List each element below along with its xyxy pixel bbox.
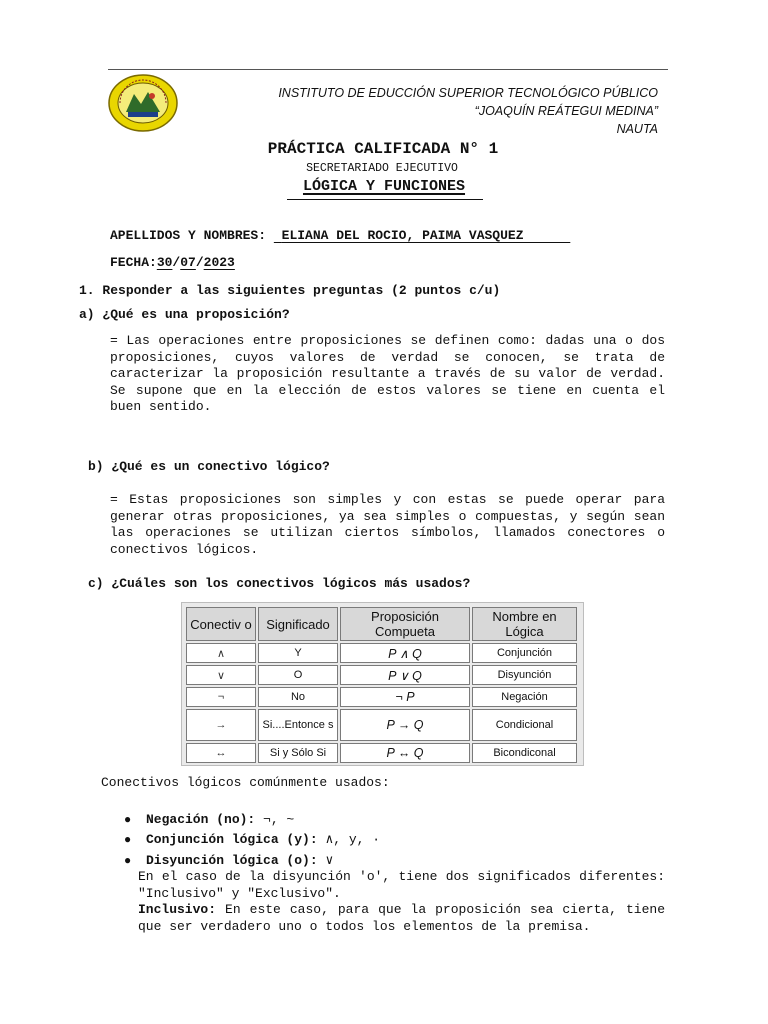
cell-symbol: ↔ — [186, 743, 256, 763]
negation-label: Negación (no): — [146, 812, 256, 827]
header-meaning: Significado — [258, 607, 338, 641]
disjunction-explanation: En el caso de la disyunción 'o', tiene dos significados diferentes: "Inclusivo" y "Exclusivo". — [138, 869, 665, 901]
date-month: 07 — [180, 255, 196, 270]
cell-proposition: P ↔ Q — [340, 743, 470, 763]
cell-symbol: ∧ — [186, 643, 256, 663]
student-name-line — [110, 228, 570, 243]
table-row — [186, 743, 577, 763]
conjunction-label: Conjunción lógica (y): — [146, 832, 318, 847]
question-text: Responder a las siguientes preguntas (2 puntos c/u) — [102, 283, 501, 298]
cell-symbol: → — [186, 709, 256, 741]
bullet-icon: ● — [124, 813, 132, 827]
inclusive-text: En este caso, para que la proposición sea cierta, tiene que ser verdadero uno o todos los elementos de la premisa. — [138, 902, 665, 934]
header-connective: Conectiv o — [186, 607, 256, 641]
cell-meaning: O — [258, 665, 338, 685]
date-day: 30 — [156, 255, 173, 270]
page-subtitle: SECRETARIADO EJECUTIVO — [306, 162, 458, 175]
inclusive-label: Inclusivo: — [138, 902, 217, 917]
header-proposition: Proposición Compueta — [340, 607, 470, 641]
cell-name: Conjunción — [472, 643, 577, 663]
answer-b: = Estas proposiciones son simples y con estas se puede operar para generar otras proposiciones, ya sea simples o compuestas, y según sean las operaciones se utilizan ciertos símbolos, llamados conectores o conectivos lógicos. — [110, 492, 665, 557]
table-row — [186, 709, 577, 741]
course-title — [0, 178, 768, 195]
cell-symbol: ∨ — [186, 665, 256, 685]
institute-city: NAUTA — [616, 122, 658, 136]
cell-meaning: Si....Entonce s — [258, 709, 338, 741]
cell-name: Bicondiconal — [472, 743, 577, 763]
cell-proposition: P ∧ Q — [340, 643, 470, 663]
institute-header — [278, 84, 658, 138]
connectives-table — [184, 605, 579, 765]
table-row — [186, 665, 577, 685]
disjunction-value: ∨ — [317, 853, 334, 868]
cell-proposition: P → Q — [340, 709, 470, 741]
student-name-value: ELIANA DEL ROCIO, PAIMA VASQUEZ — [281, 228, 524, 243]
top-rule — [108, 69, 668, 70]
institute-name: INSTITUTO DE EDUCCIÓN SUPERIOR TECNOLÓGICO PÚBLICO — [278, 86, 658, 100]
bullet-icon: ● — [124, 833, 132, 847]
institute-seal-logo — [108, 74, 178, 132]
conjunction-value: ∧, y, · — [317, 832, 381, 847]
cell-name: Negación — [472, 687, 577, 707]
cell-name: Condicional — [472, 709, 577, 741]
course-title-double-underline — [287, 199, 483, 200]
institute-honoree: “JOAQUÍN REÁTEGUI MEDINA” — [474, 104, 658, 118]
question-b: b) ¿Qué es un conectivo lógico? — [88, 459, 330, 474]
table-header-row — [186, 607, 577, 641]
cell-meaning: Y — [258, 643, 338, 663]
cell-name: Disyunción — [472, 665, 577, 685]
question-1-heading — [79, 283, 500, 298]
date-year: 2023 — [203, 255, 235, 270]
cell-meaning: Si y Sólo Si — [258, 743, 338, 763]
cell-proposition: P ∨ Q — [340, 665, 470, 685]
student-name-label: APELLIDOS Y NOMBRES: — [110, 228, 267, 243]
cell-symbol: ¬ — [186, 687, 256, 707]
header-name: Nombre en Lógica — [472, 607, 577, 641]
question-number: 1. — [79, 283, 95, 298]
question-c: c) ¿Cuáles son los conectivos lógicos más usados? — [88, 576, 471, 591]
connectives-table-image — [181, 602, 584, 766]
bullet-icon: ● — [124, 854, 132, 868]
course-title-text: LÓGICA Y FUNCIONES — [302, 178, 466, 195]
table-row — [186, 687, 577, 707]
negation-value: ¬, ~ — [255, 812, 295, 827]
table-row — [186, 643, 577, 663]
cell-meaning: No — [258, 687, 338, 707]
date-line: FECHA:30/07/2023 — [110, 255, 235, 270]
disjunction-label: Disyunción lógica (o): — [146, 853, 318, 868]
page-title: PRÁCTICA CALIFICADA N° 1 — [267, 140, 499, 158]
inclusive-explanation — [138, 902, 665, 935]
question-a: a) ¿Qué es una proposición? — [79, 307, 290, 322]
answer-a: = Las operaciones entre proposiciones se definen como: dadas una o dos proposiciones, cuyos valores de verdad se conocen, se trata de caracterizar la proposición resultante a través de su valor de verdad. Se supone que en la elección de estos valores se tiene en cuenta el buen sentido. — [110, 333, 665, 414]
date-label: FECHA: — [110, 255, 157, 270]
connectives-intro: Conectivos lógicos comúnmente usados: — [101, 775, 390, 790]
cell-proposition: ¬ P — [340, 687, 470, 707]
